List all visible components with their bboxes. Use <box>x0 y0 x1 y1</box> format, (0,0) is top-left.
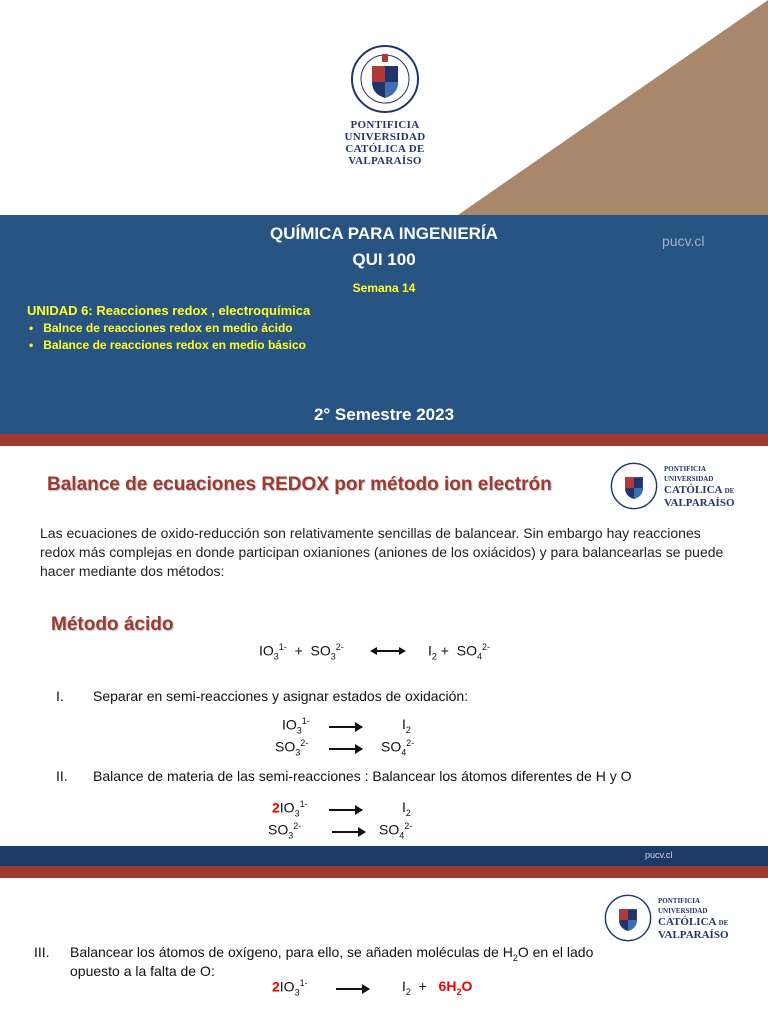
arrow-icon <box>329 748 362 750</box>
logo-text-4: VALPARAÍSO <box>348 155 422 167</box>
double-arrow-icon <box>370 646 406 656</box>
step-text: Balance de materia de las semi-reacciones : Balancear los átomos diferentes de H y O <box>93 768 632 784</box>
university-seal-icon <box>604 894 652 942</box>
half-reaction: $SO_3^{2-}$ <box>268 821 302 841</box>
arrow-icon <box>329 809 362 811</box>
main-equation-products: $I_2 + SO_4^{2-}$ <box>428 642 491 662</box>
step-text-line2: opuesto a la falta de O: <box>70 963 215 979</box>
slide-heading: Balance de ecuaciones REDOX por método ion electrón <box>47 474 552 495</box>
content-slide-1 <box>0 446 768 866</box>
content-slide-2 <box>0 866 768 1024</box>
bullet-item: • Balance de reacciones redox en medio básico <box>29 338 306 352</box>
half-reaction-product: $I_2 + 6H_2O$ <box>402 978 473 997</box>
water-term: $6H_2O$ <box>438 978 473 997</box>
coefficient: 2 <box>272 799 280 816</box>
footer-site: pucv.cl <box>645 850 673 860</box>
university-logo <box>331 44 439 167</box>
step-number: I. <box>56 688 64 704</box>
university-logo-small <box>604 894 729 942</box>
half-reaction: $IO_3^{1-}$ <box>282 716 310 736</box>
university-seal-icon <box>350 44 420 114</box>
step-text: Separar en semi-reacciones y asignar estados de oxidación: <box>93 688 469 704</box>
half-reaction: $SO_3^{2-}$ <box>275 738 309 758</box>
method-title: Método ácido <box>51 614 174 635</box>
logo-small-text-4: VALPARAÍSO <box>658 928 729 941</box>
title-slide <box>0 0 768 446</box>
arrow-icon <box>329 726 362 728</box>
red-stripe <box>0 434 768 446</box>
arrow-icon <box>332 831 365 833</box>
half-reaction-product: $SO_4^{2-}$ <box>379 821 413 841</box>
logo-text-3: CATÓLICA DE <box>345 143 425 155</box>
logo-small-text-3: CATÓLICA DE <box>664 483 735 496</box>
logo-small-text-2: UNIVERSIDAD <box>664 474 714 483</box>
step-number: II. <box>56 768 68 784</box>
step-text: Balancear los átomos de oxígeno, para ello, se añaden moléculas de $H_2O$ en el lado <box>70 944 594 963</box>
course-code: QUI 100 <box>352 250 416 269</box>
logo-small-text-1: PONTIFICIA <box>658 896 701 905</box>
logo-small-text-1: PONTIFICIA <box>664 464 707 473</box>
site-label: pucv.cl <box>662 233 705 249</box>
logo-small-text-4: VALPARAÍSO <box>664 496 735 509</box>
step-number: III. <box>34 944 50 960</box>
arrow-icon <box>336 988 369 990</box>
bullet-text-1: Balnce de reacciones redox en medio ácido <box>43 321 293 335</box>
logo-text-1: PONTIFICIA <box>350 119 420 131</box>
half-reaction-product: $I_2$ <box>402 799 411 818</box>
half-reaction: $2IO_3^{1-}$ <box>272 799 308 819</box>
half-reaction-product: $SO_4^{2-}$ <box>381 738 415 758</box>
unit-label: UNIDAD 6: Reacciones redox , electroquímica <box>27 303 311 318</box>
half-reaction: $2IO_3^{1-}$ <box>272 978 308 998</box>
main-equation: $IO_3^{1-} + SO_3^{2-}$ <box>259 642 344 662</box>
decorative-triangle <box>458 0 768 215</box>
logo-small-text-2: UNIVERSIDAD <box>658 906 708 915</box>
coefficient: 2 <box>272 978 280 995</box>
bullet-text-2: Balance de reacciones redox en medio básico <box>43 338 306 352</box>
semester-label: 2° Semestre 2023 <box>313 405 455 424</box>
university-seal-icon <box>610 462 658 510</box>
red-stripe <box>0 866 768 878</box>
logo-small-text-3: CATÓLICA DE <box>658 915 729 928</box>
week-label: Semana 14 <box>352 281 416 295</box>
half-reaction-product: $I_2$ <box>402 716 411 735</box>
logo-text-2: UNIVERSIDAD <box>344 131 426 143</box>
university-logo-small <box>610 462 735 510</box>
course-title: QUÍMICA PARA INGENIERÍA <box>270 224 498 243</box>
intro-paragraph: Las ecuaciones de oxido-reducción son relativamente sencillas de balancear. Sin embargo hay reacciones redox más complejas en donde participan oxianiones (aniones de los oxiácidos) y para balancearlas se puede hacer mediante dos métodos: <box>40 525 724 579</box>
bullet-item: • Balnce de reacciones redox en medio ácido <box>29 321 293 335</box>
